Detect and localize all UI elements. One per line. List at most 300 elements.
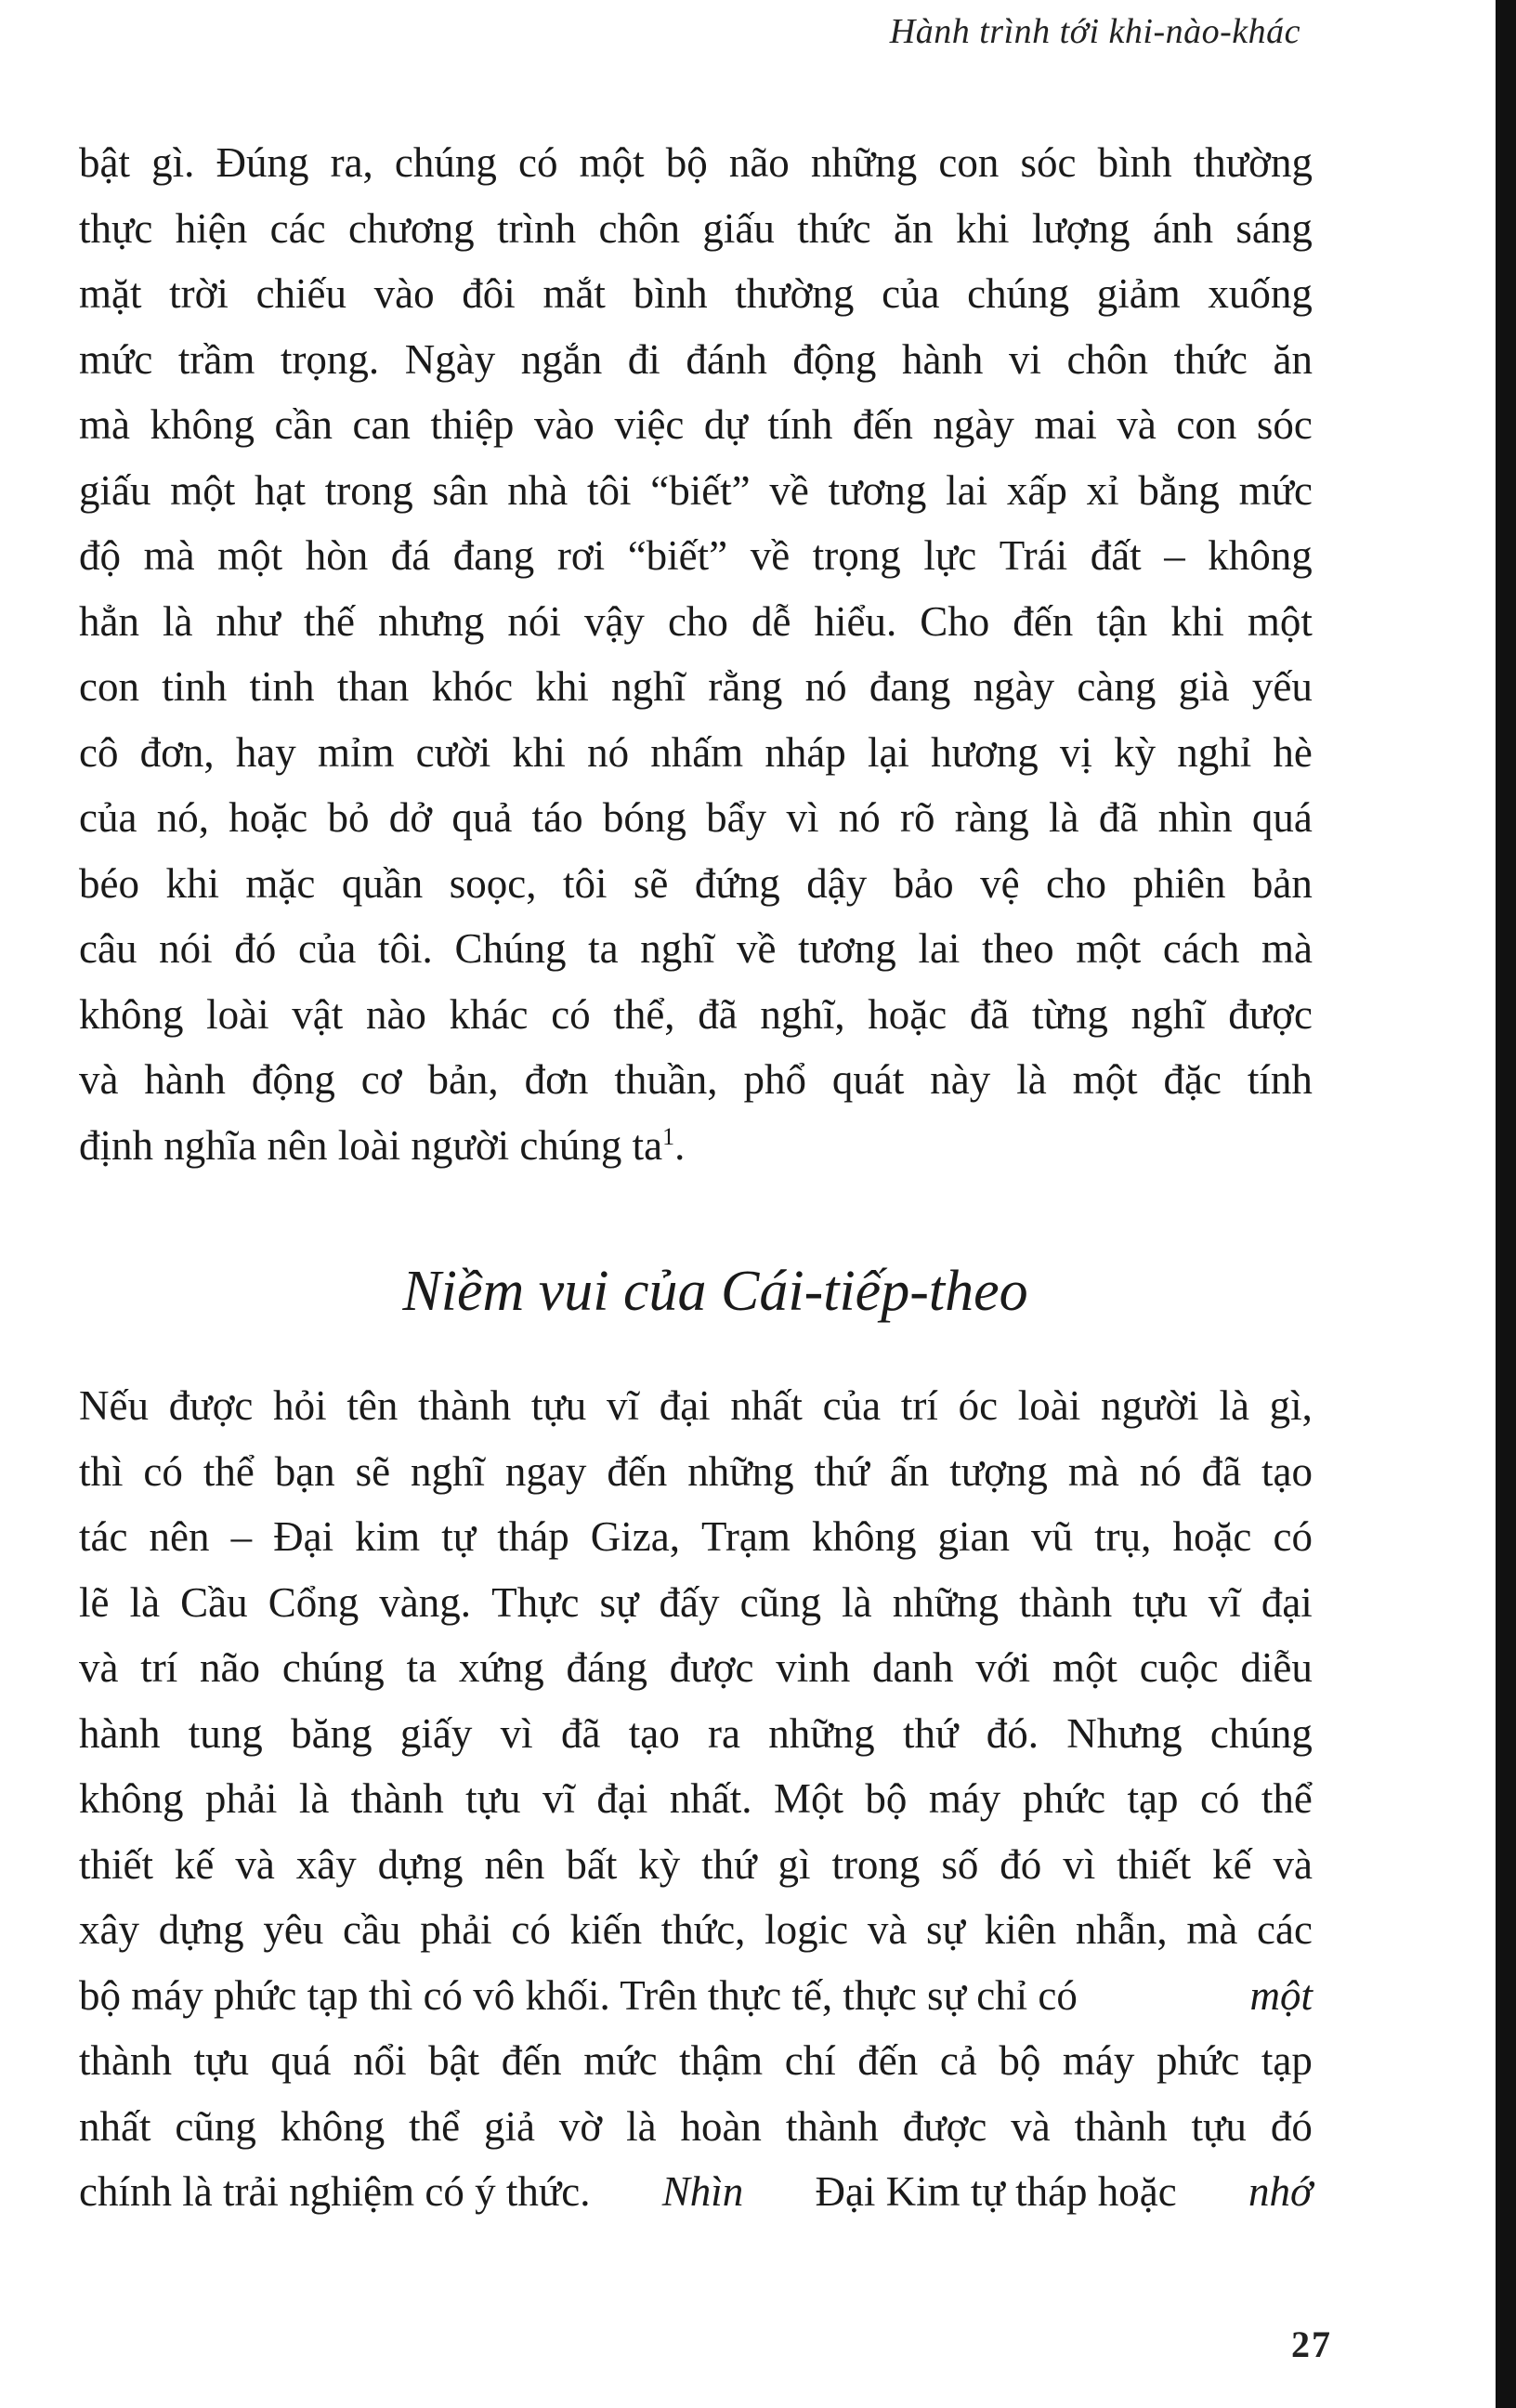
word: hạt — [255, 466, 306, 514]
word: không — [150, 401, 255, 448]
word: tạp — [1127, 1775, 1179, 1822]
word: trong — [324, 466, 413, 514]
word: một — [1076, 925, 1142, 972]
word: thành — [785, 2102, 879, 2150]
word: hành — [79, 1709, 161, 1757]
word: nó, — [156, 794, 209, 841]
word: sóc — [1256, 401, 1313, 448]
word: ánh — [1152, 204, 1213, 252]
word: kỳ — [1114, 728, 1157, 776]
word: đi — [627, 335, 660, 383]
word: máy — [928, 1775, 1001, 1822]
word: nhẫn, — [1075, 1906, 1168, 1953]
word: thức, — [660, 1906, 746, 1953]
word: béo — [79, 859, 139, 907]
word: khi — [165, 859, 219, 907]
word: xứng — [458, 1644, 544, 1691]
word: thế — [303, 597, 355, 645]
word: những — [768, 1709, 875, 1757]
word: vinh — [776, 1644, 851, 1691]
word: chôn — [598, 204, 680, 252]
word: không — [79, 990, 184, 1038]
word: trọng. — [280, 335, 380, 383]
word: bản — [1251, 859, 1313, 907]
word: mà — [143, 532, 195, 579]
word: ấn — [889, 1447, 930, 1495]
word: nhấm — [650, 728, 744, 776]
word: tôi. — [378, 925, 433, 972]
word: một — [579, 139, 645, 186]
word: hành — [144, 1056, 226, 1103]
word: mắt — [542, 270, 606, 317]
word: kỳ — [638, 1840, 681, 1888]
word: số — [941, 1840, 979, 1888]
word: dựng — [377, 1840, 464, 1888]
word: hè — [1273, 728, 1313, 776]
word: quát — [831, 1056, 905, 1103]
word: hoặc — [868, 990, 948, 1038]
word: được — [168, 1382, 254, 1429]
word: ta — [588, 925, 619, 972]
word: quá — [1251, 794, 1313, 841]
word: thực — [79, 204, 153, 252]
word: là — [129, 1578, 161, 1626]
word: là — [1049, 794, 1079, 841]
word: nó — [587, 728, 630, 776]
word: cả — [939, 2037, 977, 2084]
word: phiên — [1132, 859, 1226, 907]
word: xây — [79, 1906, 139, 1953]
word: vàng. — [379, 1578, 472, 1626]
word: khi — [535, 663, 589, 710]
word: mức — [1238, 466, 1313, 514]
word: như — [216, 597, 281, 645]
word: hoặc — [1172, 1513, 1252, 1560]
word: từng — [1032, 990, 1108, 1038]
word: của — [297, 925, 357, 972]
word: khi — [512, 728, 566, 776]
word: hay — [235, 728, 296, 776]
word: và — [79, 1056, 119, 1103]
word: nghĩ — [411, 1447, 486, 1495]
word: hoàn — [680, 2102, 762, 2150]
word: thậm — [679, 2037, 764, 2084]
word: già — [1178, 663, 1230, 710]
word: và — [867, 1906, 908, 1953]
word: ràng — [954, 794, 1029, 841]
word: kiến — [569, 1906, 643, 1953]
word: đặc — [1163, 1056, 1222, 1103]
word: kế — [1212, 1840, 1252, 1888]
word: đang — [869, 663, 951, 710]
word: “biết” — [627, 532, 728, 579]
word: yếu — [1251, 663, 1313, 710]
word: không — [280, 2102, 386, 2150]
word: dựng — [158, 1906, 244, 1953]
word: thì — [79, 1447, 124, 1495]
word: bộ — [665, 139, 708, 186]
word: đó — [1000, 1840, 1042, 1888]
word: Đúng — [216, 139, 309, 186]
word: mức — [583, 2037, 658, 2084]
word: rơi — [556, 532, 606, 579]
word: đến — [607, 1447, 668, 1495]
word: sẽ — [355, 1447, 391, 1495]
word: đến — [501, 2037, 562, 2084]
word: nên — [484, 1840, 545, 1888]
word: lực — [923, 532, 977, 579]
word: được — [669, 1644, 754, 1691]
word: sân — [432, 466, 489, 514]
word: chiếu — [255, 270, 347, 317]
word: mà — [1261, 925, 1313, 972]
word: đã — [1201, 1447, 1242, 1495]
word: bản, — [427, 1056, 499, 1103]
text-line — [79, 1832, 1313, 1898]
emphasis: Nhìn — [661, 2168, 744, 2215]
word: lại — [867, 728, 909, 776]
word: một — [170, 466, 236, 514]
word: Chúng — [454, 925, 567, 972]
word: vì — [1063, 1840, 1096, 1888]
word: có — [1199, 1775, 1240, 1822]
text-line — [79, 1570, 1313, 1636]
word: lượng — [1031, 204, 1130, 252]
text-line — [79, 1897, 1313, 1963]
word: quả — [451, 794, 513, 841]
word: con — [79, 663, 139, 710]
word: được — [902, 2102, 987, 2150]
word: bật — [428, 2037, 480, 2084]
word: vì — [500, 1709, 533, 1757]
word: là — [163, 597, 193, 645]
word: giấy — [399, 1709, 473, 1757]
word: về — [736, 925, 777, 972]
word: mặc — [245, 859, 316, 907]
word: hiểu. — [814, 597, 897, 645]
word: đó. — [986, 1709, 1039, 1757]
word: trong — [831, 1840, 921, 1888]
word: bóng — [602, 794, 686, 841]
word: tựu — [193, 2037, 249, 2084]
word: Một — [773, 1775, 843, 1822]
word: phải — [204, 1775, 278, 1822]
word: đá — [390, 532, 431, 579]
word: nghĩ — [1130, 990, 1206, 1038]
word: các — [269, 204, 326, 252]
text-line — [79, 1047, 1313, 1113]
word: khác — [449, 990, 529, 1038]
word: ngày — [933, 401, 1014, 448]
text-line — [79, 2094, 1313, 2160]
word: những — [687, 1447, 794, 1495]
text-line — [79, 654, 1313, 720]
word: Trái — [999, 532, 1068, 579]
word: dở — [388, 794, 433, 841]
word: mặt — [79, 270, 142, 317]
word: xấp — [1006, 466, 1067, 514]
word: bạn — [274, 1447, 335, 1495]
word: những — [892, 1578, 1000, 1626]
word: đã — [1098, 794, 1139, 841]
footnote-ref: 1 — [662, 1122, 675, 1150]
word: Trạm — [701, 1513, 791, 1560]
word: mà — [79, 401, 130, 448]
word: giấu — [79, 466, 151, 514]
word: vì — [786, 794, 819, 841]
text-line — [79, 1701, 1313, 1767]
page-edge-bar — [1496, 0, 1516, 2408]
word: thuần, — [614, 1056, 718, 1103]
word: tinh — [249, 663, 315, 710]
word: bộ — [865, 1775, 908, 1822]
text-line — [79, 1439, 1313, 1505]
word: con — [1176, 401, 1237, 448]
word: nhà — [507, 466, 568, 514]
word: có — [143, 1447, 183, 1495]
text-line — [79, 1766, 1313, 1832]
word: vệ — [980, 859, 1020, 907]
word: vĩ — [542, 1775, 575, 1822]
word: trí — [900, 1382, 938, 1429]
word: kim — [355, 1513, 421, 1560]
word: là — [626, 2102, 657, 2150]
word: Ngày — [404, 335, 496, 383]
word: cơ — [360, 1056, 402, 1103]
word: cầu — [343, 1906, 401, 1953]
text-line — [79, 458, 1313, 524]
word: não — [200, 1644, 261, 1691]
word: bảo — [893, 859, 954, 907]
word: đất — [1090, 532, 1142, 579]
word: can — [352, 401, 411, 448]
word: lai — [918, 925, 961, 972]
word: ngày — [973, 663, 1055, 710]
word: nói — [159, 925, 213, 972]
word: với — [975, 1644, 1031, 1691]
word: một — [217, 532, 283, 579]
word: đánh — [686, 335, 767, 383]
word: thể, — [613, 990, 675, 1038]
word: máy — [1062, 2037, 1135, 2084]
word: soọc, — [449, 859, 537, 907]
word: thiết — [79, 1840, 153, 1888]
word: chúng — [394, 139, 497, 186]
word: tháp — [497, 1513, 569, 1560]
section-heading: Niềm vui của Cái-tiếp-theo — [402, 1260, 1028, 1323]
word: than — [336, 663, 410, 710]
word: cho — [667, 597, 728, 645]
word: các — [1257, 1906, 1313, 1953]
word: trời — [169, 270, 229, 317]
word: Nếu — [79, 1382, 149, 1429]
word: nhìn — [1157, 794, 1233, 841]
word: đơn — [524, 1056, 589, 1103]
word: có — [1273, 1513, 1313, 1560]
text-line — [79, 196, 1313, 262]
word: vi — [1008, 335, 1041, 383]
word: vật — [292, 990, 344, 1038]
word: cũng — [739, 1578, 822, 1626]
word: tựu — [465, 1775, 521, 1822]
word: thể — [409, 2102, 461, 2150]
word: Cho — [920, 597, 990, 645]
word: tạo — [628, 1709, 680, 1757]
word: tương — [828, 466, 927, 514]
word: nghĩ, — [760, 990, 845, 1038]
word: phải — [420, 1906, 492, 1953]
word: thường — [1193, 139, 1313, 186]
word: nhưng — [377, 597, 485, 645]
word: – — [1164, 532, 1185, 579]
word: cũng — [175, 2102, 256, 2150]
word: không — [79, 1775, 184, 1822]
word: Cầu — [180, 1578, 248, 1626]
word: ngắn — [520, 335, 603, 383]
word: chúng — [281, 1644, 385, 1691]
word: đơn, — [139, 728, 215, 776]
text-line — [79, 523, 1313, 589]
text-line — [79, 2028, 1313, 2094]
word: thứ — [814, 1447, 869, 1495]
text-line — [79, 327, 1313, 393]
word: dậy — [806, 859, 868, 907]
word: theo — [982, 925, 1054, 972]
word: và — [1273, 1840, 1313, 1888]
word: và — [1117, 401, 1157, 448]
word: động — [792, 335, 877, 383]
word: tên — [346, 1382, 399, 1429]
word: về — [769, 466, 809, 514]
word: không — [1208, 532, 1313, 579]
word: rằng — [708, 663, 783, 710]
word: cho — [1046, 859, 1107, 907]
word: việc — [614, 401, 685, 448]
word: bất — [566, 1840, 618, 1888]
word: có — [551, 990, 591, 1038]
word: mỉm — [317, 728, 395, 776]
word: phức — [1156, 2037, 1240, 2084]
text-line — [79, 916, 1313, 982]
emphasis: một — [1249, 1971, 1313, 2019]
word: nghĩ — [611, 663, 686, 710]
word: thức — [1173, 335, 1248, 383]
word: chúng — [1209, 1709, 1313, 1757]
word: “biết” — [650, 466, 751, 514]
word: dễ — [751, 597, 791, 645]
text-line: chính là trải nghiệm có ý thức. Nhìn Đại Kim tự tháp hoặc nhớ — [79, 2159, 1313, 2225]
word: phổ — [743, 1056, 806, 1103]
word: nên — [149, 1513, 210, 1560]
word: phức — [1022, 1775, 1106, 1822]
word: nghỉ — [1177, 728, 1252, 776]
word: đứng — [694, 859, 780, 907]
word: trầm — [177, 335, 255, 383]
word: ngay — [504, 1447, 587, 1495]
word: vờ — [558, 2102, 603, 2150]
word: mà — [1186, 1906, 1238, 1953]
word: và — [235, 1840, 275, 1888]
word: thứ — [902, 1709, 959, 1757]
word: không — [811, 1513, 917, 1560]
word: đến — [852, 401, 913, 448]
word: của — [79, 794, 137, 841]
word: trí — [140, 1644, 178, 1691]
word: nó — [838, 794, 881, 841]
word: sóc — [1020, 139, 1077, 186]
text-line: bộ máy phức tạp thì có vô khối. Trên thực tế, thực sự chỉ có một — [79, 1963, 1313, 2029]
word: hỏi — [273, 1382, 327, 1429]
word: tượng — [949, 1447, 1048, 1495]
word: loài — [1017, 1382, 1081, 1429]
word: thành — [418, 1382, 512, 1429]
word: Đại — [273, 1513, 334, 1560]
word: khi — [1170, 597, 1224, 645]
word: ăn — [894, 204, 934, 252]
text-line — [79, 1635, 1313, 1701]
word: vĩ — [1208, 1578, 1241, 1626]
word: nháp — [765, 728, 846, 776]
word: kế — [174, 1840, 215, 1888]
word: xuống — [1208, 270, 1313, 317]
word: tự — [441, 1513, 477, 1560]
word: nào — [365, 990, 426, 1038]
text-line — [79, 392, 1313, 458]
word: thành — [350, 1775, 444, 1822]
word: là — [298, 1775, 330, 1822]
word: tôi — [562, 859, 608, 907]
word: đến — [1013, 597, 1074, 645]
word: bằng — [1138, 466, 1220, 514]
word: gian — [937, 1513, 1011, 1560]
word: gì, — [1269, 1382, 1313, 1429]
word: giả — [484, 2102, 535, 2150]
word: những — [810, 139, 918, 186]
word: quần — [341, 859, 424, 907]
word: đến — [857, 2037, 919, 2084]
word: thành — [1019, 1578, 1113, 1626]
word: cần — [274, 401, 333, 448]
word: não — [728, 139, 790, 186]
word: trụ, — [1094, 1513, 1152, 1560]
word: khóc — [431, 663, 514, 710]
word: tựu — [530, 1382, 587, 1429]
word: đã — [698, 990, 738, 1038]
word: thức — [797, 204, 871, 252]
word: xây — [295, 1840, 357, 1888]
word: hẳn — [79, 597, 139, 645]
word: được — [1228, 990, 1313, 1038]
word: ta — [406, 1644, 438, 1691]
word: đấy — [659, 1578, 720, 1626]
word: tính — [1247, 1056, 1313, 1103]
word: đôi — [462, 270, 516, 317]
word: và — [79, 1644, 119, 1691]
word: tạo — [1261, 1447, 1313, 1495]
word: thể — [203, 1447, 255, 1495]
page-number: 27 — [1291, 2323, 1332, 2365]
word: mức — [79, 335, 153, 383]
word: nhất — [730, 1382, 803, 1429]
word: càng — [1077, 663, 1157, 710]
word: bẩy — [706, 794, 767, 841]
word: thiết — [1117, 1840, 1192, 1888]
word: là — [1219, 1382, 1249, 1429]
word: Cổng — [268, 1578, 359, 1626]
word: cười — [415, 728, 491, 776]
word: trình — [497, 204, 577, 252]
word: – — [230, 1513, 253, 1560]
